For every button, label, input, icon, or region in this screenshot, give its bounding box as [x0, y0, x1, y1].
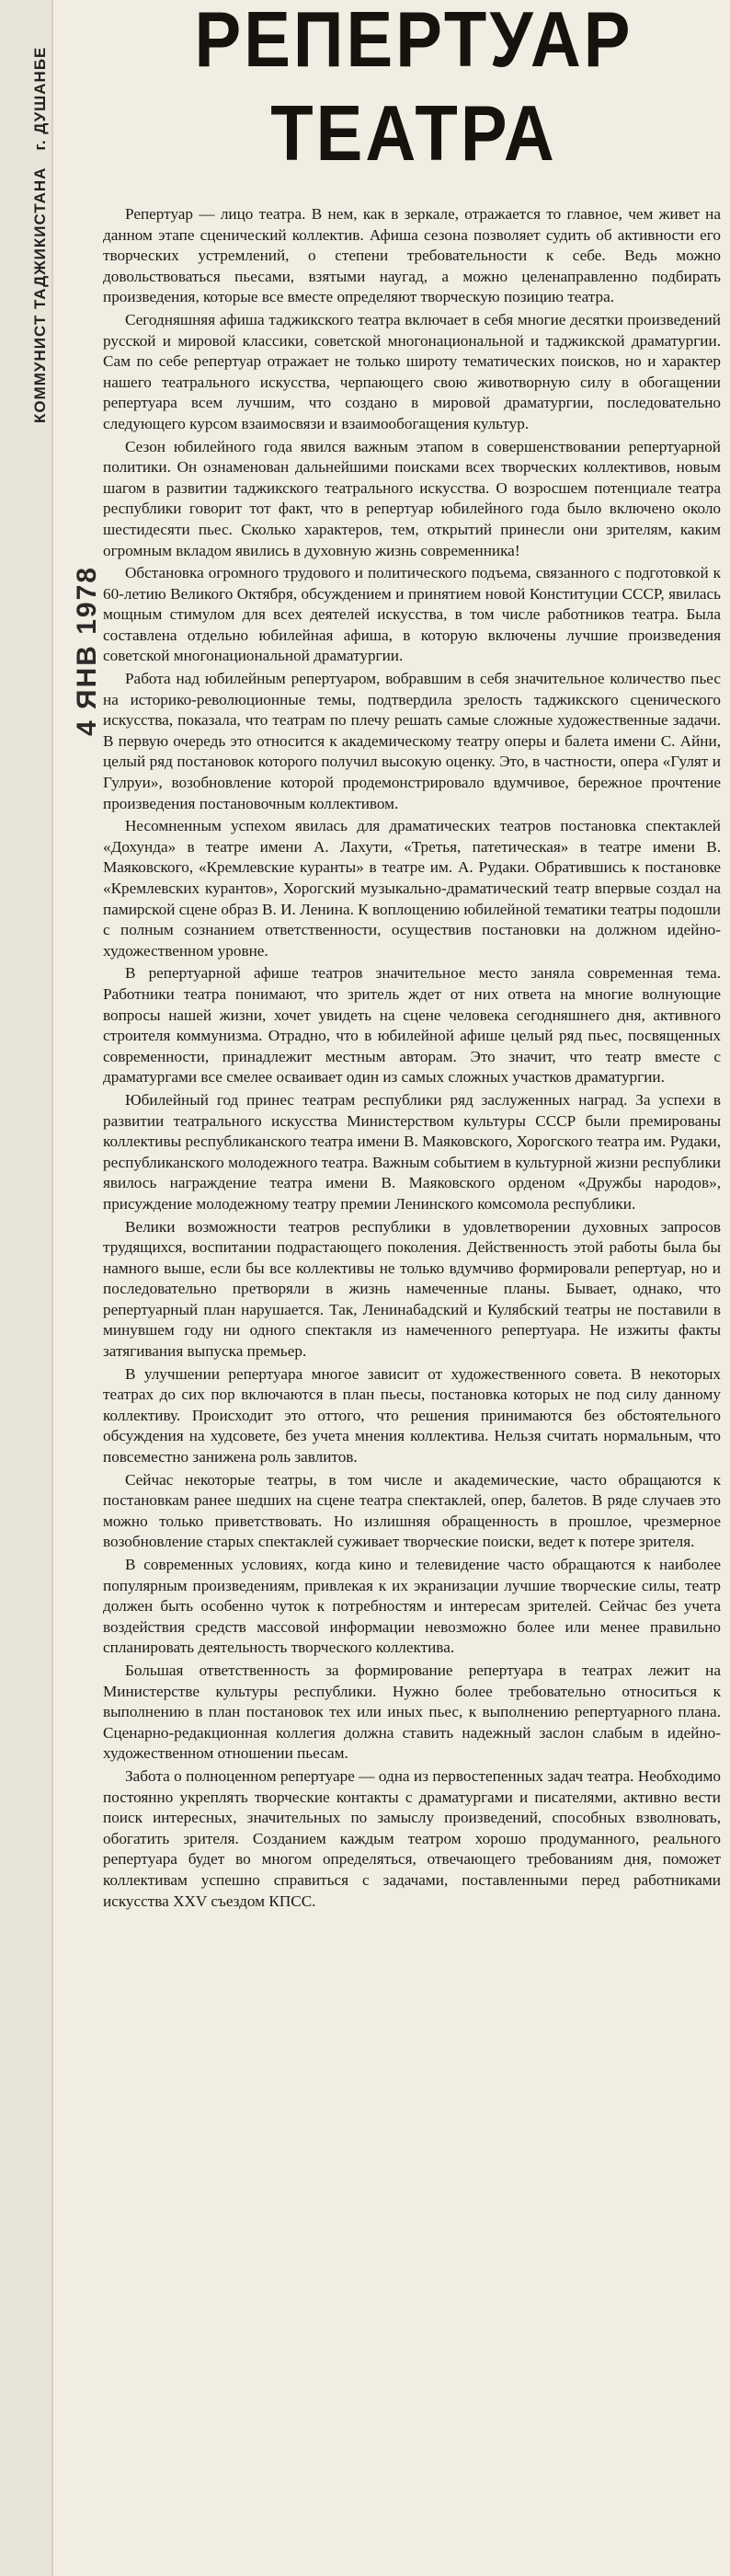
- article-paragraph: Большая ответственность за формирование репертуара в театрах лежит на Министерстве культуры республики. Нужно более требовательно относиться к выполнению в план постановок тех или иных пьес, к выполнению репертуарного плана. Сценарно-редакционная коллегия должна ставить надежный заслон слабым в идейно-художественном отношении пьесам.: [103, 1661, 721, 1763]
- article-title: [120, 0, 708, 178]
- city-name: г. ДУШАНБЕ: [31, 46, 49, 151]
- article-paragraph: Обстановка огромного трудового и политического подъема, связанного с подготовкой к 60-летию Великого Октября, обсуждением и принятием новой Конституции СССР, явилась мощным стимулом для всех деятелей искусства, в том числе работников театра. Была составлена отдельно юбилейная афиша, в которую включены лучшие произведения советской многонациональной драматургии.: [103, 564, 721, 665]
- title-line-1: РЕПЕРТУАР: [194, 0, 633, 85]
- article-paragraph: Юбилейный год принес театрам республики ряд заслуженных наград. За успехи в развитии театрального искусства Министерством культуры СССР были премированы коллективы республиканского театра имени В. Маяковского, Хорогского театра им. Рудаки, республиканского молодежного театра. Важным событием в культурной жизни республики явилось награждение театра имени В. Маяковского орденом «Дружбы народов», присуждение молодежному театру премии Ленинского комсомола республики.: [103, 1090, 721, 1213]
- source-label: [31, 47, 50, 423]
- article-paragraph: Сейчас некоторые театры, в том числе и академические, часто обращаются к постановкам ранее шедших на сцене театра спектаклей, опер, балетов. В ряде случаев это можно только приветствовать. Но излишняя обращенность в прошлое, чрезмерное возобновление старых спектаклей суживает творческие поиски, ведет к потере зрителя.: [103, 1470, 721, 1551]
- article-paragraph: Сегодняшняя афиша таджикского театра включает в себя многие десятки произведений русской и мировой классики, советской многонациональной и таджикской драматургии. Сам по себе репертуар отражает не только широту тематических поисков, но и характер нашего театрального искусства, черпающего свою животворную силу в обогащении репертуара всем лучшим, что создано в мировой драматургии, последовательно следующего курсом взаимосвязи и взаимообогащения культур.: [103, 310, 721, 432]
- article-paragraph: Забота о полноценном репертуаре — одна из первостепенных задач театра. Необходимо постоянно укреплять творческие контакты с драматургами и писателями, активно вести поиск интересных, значительных по замыслу произведений, способных взволновать, обогатить зрителя. Созданием каждым театром хорошо продуманного, реального репертуара будет во многом определяться, отвечающего требованиям дня, поможет коллективам успешно справиться с задачами, поставленными перед работниками искусства XXV съездом КПСС.: [103, 1766, 721, 1910]
- article-paragraph: Репертуар — лицо театра. В нем, как в зеркале, отражается то главное, чем живет на данном этапе сценический коллектив. Афиша сезона позволяет судить об активности его творческих устремлений, о степени требовательности к себе. Ведь можно довольствоваться пьесами, взятыми наугад, а можно целенаправленно подбирать произведения, которые все вместе определяют творческую позицию театра.: [103, 205, 721, 306]
- article-body: [103, 204, 721, 1912]
- article-paragraph: В репертуарной афише театров значительное место заняла современная тема. Работники театра понимают, что зритель ждет от них ответа на многие волнующие вопросы нашей жизни, хочет увидеть на сцене человека сегодняшнего дня, активного строителя коммунизма. Отрадно, что в юбилейной афише целый ряд пьес, посвященных современности, принадлежит местным авторам. Это значит, что театр вместе с драматургами все смелее осваивает один из самых сложных участков драматургии.: [103, 964, 721, 1087]
- article-paragraph: В улучшении репертуара многое зависит от художественного совета. В некоторых театрах до сих пор включаются в план пьесы, постановка которых не под силу данному коллективу. Происходит это оттого, что решения принимаются без обстоятельного обсуждения на худсовете, без учета мнения коллектива. Нельзя считать нормальным, что повсеместно занижена роль завлитов.: [103, 1364, 721, 1466]
- article-paragraph: В современных условиях, когда кино и телевидение часто обращаются к наиболее популярным произведениям, привлекая к их экранизации лучшие творческие силы, театр должен быть особенно чуток к потребностям и интересам зрителей. Сейчас без учета воздействия средств массовой информации невозможно более или менее правильно спланировать деятельность творческого коллектива.: [103, 1556, 721, 1657]
- article-paragraph: Сезон юбилейного года явился важным этапом в совершенствовании репертуарной политики. Он ознаменован дальнейшими поисками всех творческих коллективов, новым шагом в развитии таджикского театрального искусства. О возросшем потенциале театра республики говорит тот факт, что в репертуар юбилейного года было включено около шестидесяти пьес. Сколько характеров, тем, открытий принесли они зрителям, каким огромным вкладом явились в духовную жизнь современника!: [103, 437, 721, 559]
- article-paragraph: Велики возможности театров республики в удовлетворении духовных запросов трудящихся, воспитании подрастающего поколения. Действенность этой работы была бы намного выше, если бы все коллективы не только вдумчиво формировали репертуар, но и последовательно претворяли в жизнь намеченные планы. Бывает, однако, что репертуарный план нарушается. Так, Ленинабадский и Кулябский театры не поставили в минувшем году ни одного спектакля из намеченного репертуара. Не изжиты факты затягивания выпуска премьер.: [103, 1217, 721, 1361]
- newspaper-name: КОММУНИСТ ТАДЖИКИСТАНА: [31, 167, 49, 423]
- title-line-2: ТЕАТРА: [270, 89, 557, 178]
- article-paragraph: Работа над юбилейным репертуаром, вобравшим в себя значительное количество пьес на историко-революционные темы, подтвердила зрелость таджикского сценического искусства, показала, что театрам по плечу решать самые сложные художественные задачи. В первую очередь это относится к академическому театру оперы и балета имени С. Айни, целый ряд постановок которого получил высокую оценку. Это, в частности, опера «Гулят и Гулруи», возобновление которой продемонстрировало вдумчивое, бережное прочтение произведения постановочным коллективом.: [103, 670, 721, 812]
- source-stamp: [26, 37, 81, 442]
- article-paragraph: Несомненным успехом явилась для драматических театров постановка спектаклей «Дохунда» в театре имени А. Лахути, «Третья, патетическая» в театре имени В. Маяковского, «Кремлевские куранты» в театре им. А. Рудаки. Обратившись к постановке «Кремлевских курантов», Хорогский музыкально-драматический театр впервые создал на памирской сцене образ В. И. Ленина. К воплощению юбилейной тематики театры подошли с полным сознанием ответственности, осуществив постановки на должном идейно-художественном уровне.: [103, 817, 721, 960]
- date-stamp: 4 ЯНВ 1978: [72, 566, 102, 736]
